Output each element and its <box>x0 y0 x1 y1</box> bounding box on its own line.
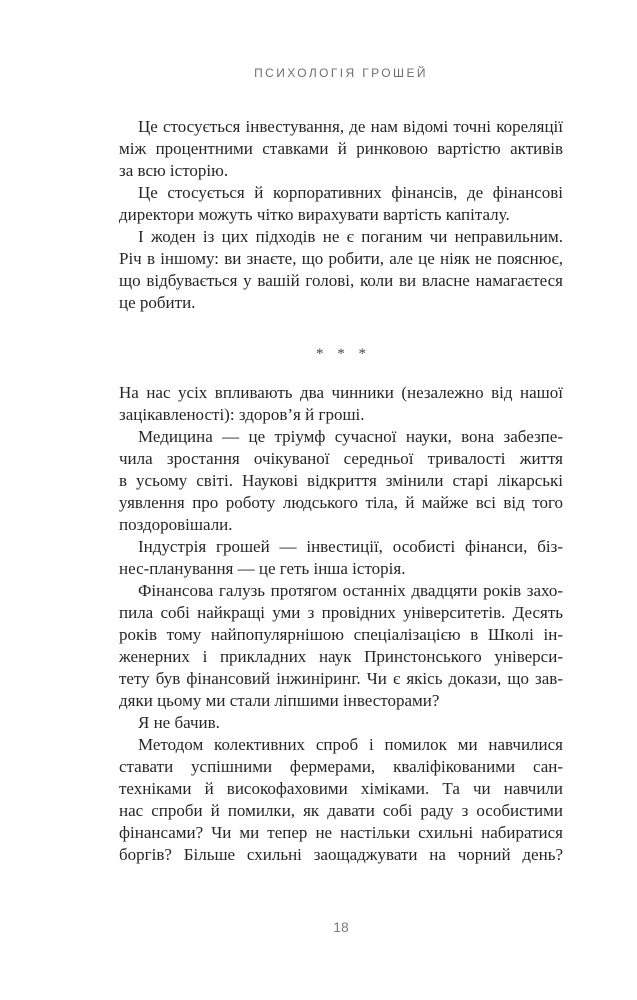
text-line <box>119 492 563 514</box>
text-line <box>119 138 563 160</box>
running-head: ПСИХОЛОГІЯ ГРОШЕЙ <box>254 66 428 80</box>
text-line <box>119 248 563 270</box>
text-line <box>119 160 563 182</box>
text-line <box>119 668 563 690</box>
paragraph <box>119 116 563 182</box>
line-text: Індустрія грошей — інвестиції, особисті фінанси, біз- <box>138 537 563 556</box>
line-text: Річ в іншому: ви знаєте, що робити, але це ніяк не пояснює, <box>119 249 563 268</box>
line-text: Це стосується й корпоративних фінансів, де фінансові <box>138 183 563 202</box>
line-text: директори можуть чітко вирахувати вартість капіталу. <box>119 205 510 224</box>
text-line <box>119 756 563 778</box>
line-text: років тому найпопулярнішою спеціалізацією в Школі ін- <box>119 625 563 644</box>
line-text: ставати успішними фермерами, кваліфікованими сан- <box>119 757 563 776</box>
line-text: дяки цьому ми стали ліпшими інвесторами? <box>119 691 440 710</box>
paragraph <box>119 580 563 712</box>
line-text: чила зростання очікуваної середньої тривалості життя <box>119 449 563 468</box>
text-line <box>119 270 563 292</box>
text-line <box>119 734 563 756</box>
line-text: за всю історію. <box>119 161 229 180</box>
text-line <box>119 646 563 668</box>
text-line <box>119 204 563 226</box>
text-line <box>119 182 563 204</box>
line-text: уявлення про роботу людського тіла, й майже всі від того <box>119 493 563 512</box>
line-text: зацікавленості): здоров’я й гроші. <box>119 405 365 424</box>
paragraph <box>119 426 563 536</box>
text-line <box>119 822 563 844</box>
line-text: На нас усіх впливають два чинники (незалежно від нашої <box>119 383 563 402</box>
text-line <box>119 448 563 470</box>
line-text: фінансами? Чи ми тепер не настільки схильні набиратися <box>119 823 563 842</box>
separator-glyphs: * * * <box>316 346 371 362</box>
text-line <box>119 116 563 138</box>
paragraph <box>119 712 563 734</box>
text-line <box>119 292 563 314</box>
text-line <box>119 536 563 558</box>
line-text: нес-планування — це геть інша історія. <box>119 559 406 578</box>
text-line <box>119 404 563 426</box>
paragraph <box>119 382 563 426</box>
line-text: Методом колективних спроб і помилок ми навчилися <box>138 735 563 754</box>
line-text: І жоден із цих підходів не є поганим чи неправильним. <box>138 227 563 246</box>
text-line <box>119 514 563 536</box>
line-text: боргів? Більше схильні заощаджувати на чорний день? <box>119 845 563 864</box>
line-text: в усьому світі. Наукові відкриття змінили старі лікарські <box>119 471 563 490</box>
text-line <box>119 426 563 448</box>
line-text: Це стосується інвестування, де нам відомі точні кореляції <box>138 117 563 136</box>
text-line <box>119 226 563 248</box>
text-line <box>119 580 563 602</box>
line-text: нас спроби й помилки, як давати собі раду з особистими <box>119 801 563 820</box>
paragraph <box>119 734 563 866</box>
text-line <box>119 470 563 492</box>
text-line <box>119 624 563 646</box>
line-text: пила собі найкращі уми з провідних університетів. Десять <box>119 603 563 622</box>
text-line <box>119 712 563 734</box>
text-line <box>119 690 563 712</box>
line-text: техніками й високофаховими хіміками. Та чи навчили <box>119 779 563 798</box>
text-line <box>119 778 563 800</box>
paragraph <box>119 182 563 226</box>
page-number: 18 <box>333 919 349 935</box>
line-text: що відбувається у вашій голові, коли ви власне намагаєтеся <box>119 271 563 290</box>
text-line <box>119 844 563 866</box>
line-text: Медицина — це тріумф сучасної науки, вона забезпе- <box>138 427 563 446</box>
text-line <box>119 602 563 624</box>
line-text: тету був фінансовий інжиніринг. Чи є якісь докази, що зав- <box>119 669 563 688</box>
line-text: це робити. <box>119 293 196 312</box>
line-text: женерних і прикладних наук Принстонського універси- <box>119 647 563 666</box>
text-line <box>119 558 563 580</box>
paragraph <box>119 536 563 580</box>
section-separator <box>119 338 563 360</box>
text-line <box>119 382 563 404</box>
paragraph <box>119 226 563 314</box>
line-text: поздоровішали. <box>119 515 233 534</box>
line-text: між процентними ставками й ринковою вартістю активів <box>119 139 563 158</box>
text-block <box>119 116 563 866</box>
text-line <box>119 800 563 822</box>
line-text: Фінансова галузь протягом останніх двадцяти років захо- <box>138 581 563 600</box>
line-text: Я не бачив. <box>138 713 220 732</box>
